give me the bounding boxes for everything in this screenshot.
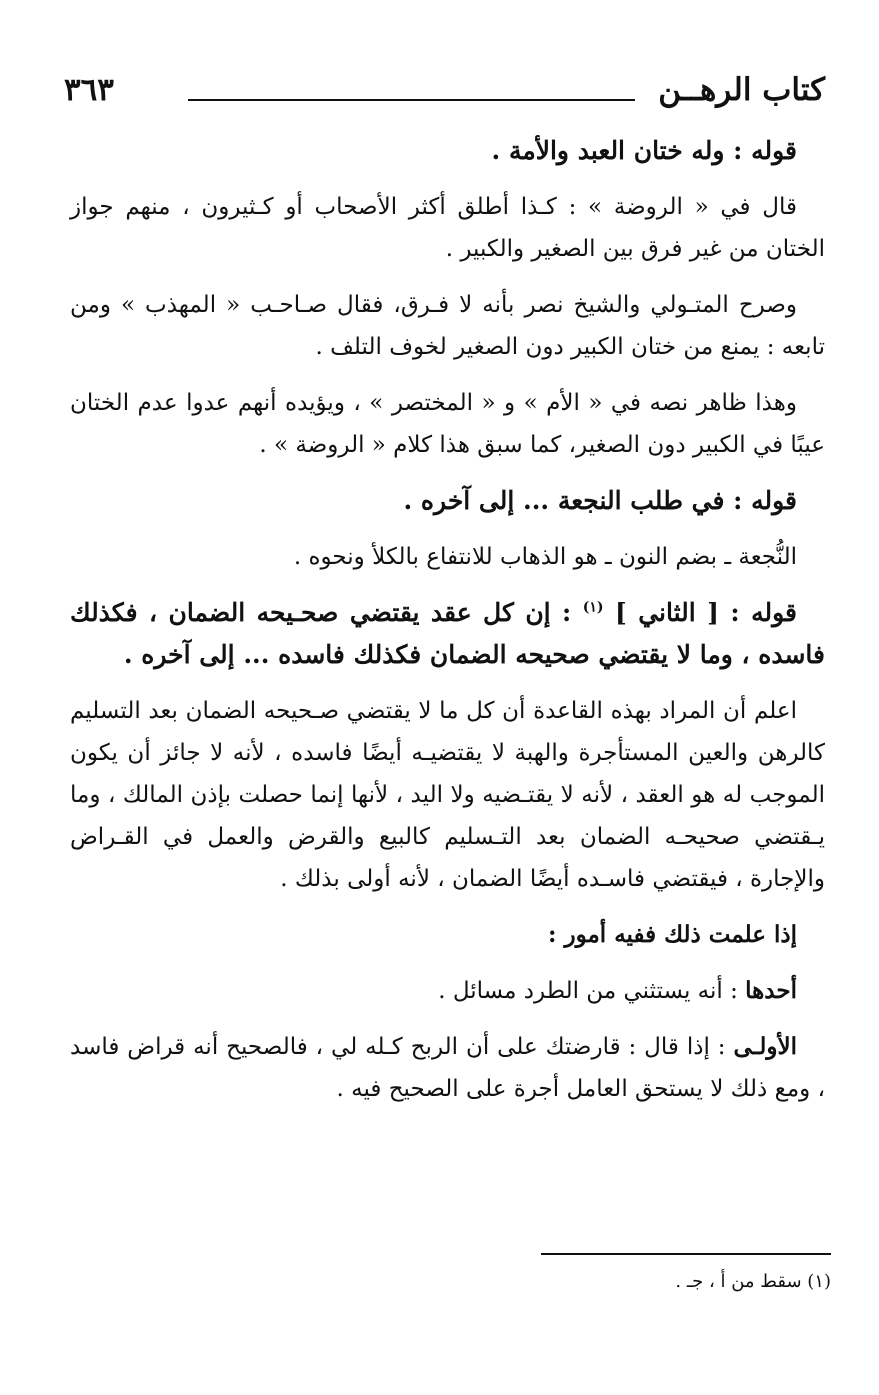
- heading-before-marker: قوله : [ الثاني ]: [614, 598, 797, 627]
- heading-after-marker: : إن كل عقد يقتضي صحـيحه الضمان ، فكذلك فاسده ، وما لا يقتضي صحيحه الضمان فكذلك فاسده ... إلى آخره .: [70, 598, 825, 669]
- text-paragraph: وصرح المتـولي والشيخ نصر بأنه لا فـرق، فقال صـاحـب « المهذب » ومن تابعه : يمنع من ختان الكبير دون الصغير لخوف التلف .: [70, 292, 825, 360]
- header-rule: [188, 99, 635, 101]
- footnote-marker: (١): [582, 599, 604, 616]
- text-paragraph: وهذا ظاهر نصه في « الأم » و « المختصر » ، ويؤيده أنهم عدوا عدم الختان عيبًا في الكبير دون الصغير، كما سبق هذا كلام « الروضة » .: [70, 390, 825, 458]
- heading-paragraph: قوله : في طلب النجعة ... إلى آخره .: [403, 486, 797, 515]
- text-paragraph: إذا علمت ذلك ففيه أمور :: [547, 921, 797, 948]
- main-text: [70, 130, 825, 1124]
- lead-paragraph: [70, 1026, 825, 1110]
- heading-paragraph: قوله : وله ختان العبد والأمة .: [491, 136, 797, 165]
- lead-text: : إذا قال : قارضتك على أن الربح كـله لي ، فالصحيح أنه قراض فاسد ، ومع ذلك لا يستحق العامل أجرة على الصحيح فيه .: [70, 1034, 825, 1102]
- lead-term: الأولـى: [733, 1033, 797, 1060]
- page-number: ٣٦٣: [64, 72, 114, 108]
- chapter-title: كتاب الرهــن: [658, 72, 825, 108]
- footnote: (١) سقط من أ ، جـ .: [675, 1271, 831, 1292]
- text-paragraph: قال في « الروضة » : كـذا أطلق أكثر الأصحاب أو كـثيرون ، منهم جواز الختان من غير فرق بين الصغير والكبير .: [70, 194, 825, 262]
- heading-paragraph: [70, 592, 825, 676]
- footnote-rule: [541, 1253, 831, 1255]
- lead-paragraph: [70, 970, 825, 1012]
- text-paragraph: النُّجعة ـ بضم النون ـ هو الذهاب للانتفاع بالكلأ ونحوه .: [293, 544, 797, 570]
- text-paragraph: اعلم أن المراد بهذه القاعدة أن كل ما لا يقتضي صـحيحه الضمان بعد التسليم كالرهن والعين المستأجرة والهبة لا يقتضيـه أيضًا فاسده ، لأنه لا جائز أن يكون الموجب له هو العقد ، لأنه لا يقتـضيه ولا اليد ، لأنها إنما حصلت بإذن المالك ، وما يـقتضي صحيحـه الضمان بعد التـسليم كالبيع والقرض والعمل في القـراض والإجارة ، فيقتضي فاسـده أيضًا الضمان ، لأنه أولى بذلك .: [70, 698, 825, 892]
- lead-term: أحدها: [745, 977, 797, 1004]
- running-header: [60, 72, 825, 122]
- lead-text: : أنه يستثني من الطرد مسائل .: [438, 978, 746, 1004]
